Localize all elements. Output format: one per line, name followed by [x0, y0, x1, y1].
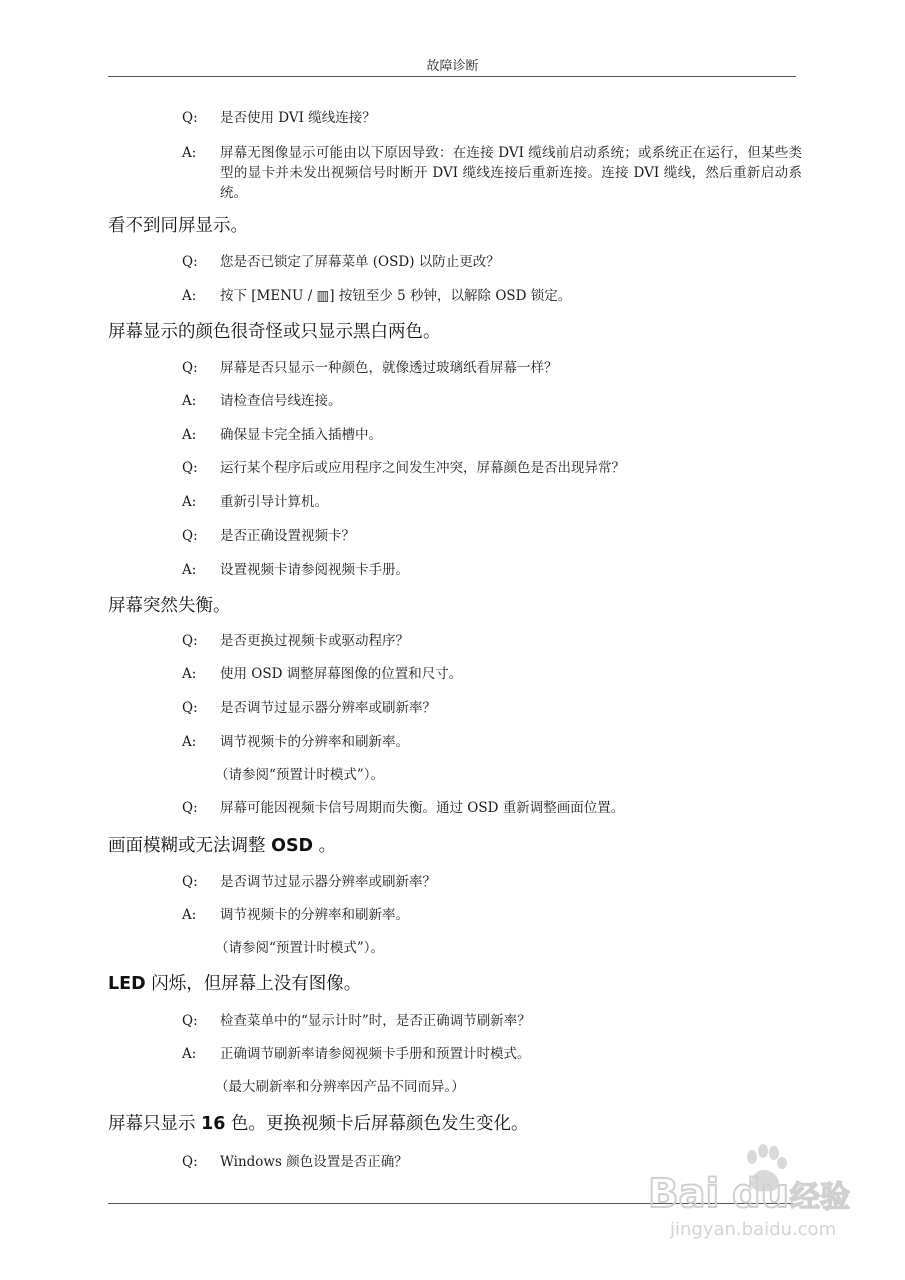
answer-text: 设置视频卡请参阅视频卡手册。 — [220, 562, 409, 578]
answer-text: 重新引导计算机。 — [220, 494, 328, 510]
answer-row — [182, 492, 328, 512]
section-heading — [108, 1112, 528, 1136]
a-label: A: — [182, 1046, 197, 1062]
question-text: 是否调节过显示器分辨率或刷新率？ — [220, 874, 436, 890]
a-label: A: — [182, 288, 197, 304]
a-label: A: — [182, 734, 197, 750]
question-row — [182, 798, 624, 818]
question-row — [182, 1152, 408, 1172]
note-text: （请参阅“预置计时模式”）。 — [215, 767, 385, 783]
note-text: （请参阅“预置计时模式”）。 — [215, 940, 385, 956]
answer-row — [182, 664, 462, 684]
a-label: A: — [182, 494, 197, 510]
answer-text: 确保显卡完全插入插槽中。 — [220, 427, 382, 443]
question-text: 是否更换过视频卡或驱动程序？ — [220, 633, 409, 649]
svg-text:Bai: Bai — [648, 1171, 720, 1217]
answer-text: 调节视频卡的分辨率和刷新率。 — [220, 907, 409, 923]
q-label: Q: — [182, 800, 198, 816]
a-label: A: — [182, 666, 197, 682]
question-text: 屏幕可能因视频卡信号周期而失衡。通过 OSD 重新调整画面位置。 — [220, 800, 625, 816]
answer-row — [182, 905, 409, 925]
section-heading: 看不到同屏显示。 — [108, 216, 248, 236]
a-label: A: — [182, 562, 197, 578]
heading-text: 闪烁，但屏幕上没有图像。 — [145, 974, 362, 994]
question-row — [182, 458, 625, 478]
section-heading — [108, 972, 361, 996]
heading-bold-text: 16 — [201, 1114, 226, 1134]
question-row — [182, 1011, 531, 1031]
a-label: A: — [182, 427, 197, 443]
heading-text: 画面模糊或无法调整 — [108, 836, 272, 856]
q-label: Q: — [182, 460, 198, 476]
question-text: 运行某个程序后或应用程序之间发生冲突，屏幕颜色是否出现异常？ — [220, 460, 625, 476]
a-label: A: — [182, 907, 197, 923]
question-row — [182, 526, 355, 546]
answer-row — [182, 1044, 531, 1064]
section-heading: 屏幕突然失衡。 — [108, 596, 231, 616]
a-label: A: — [182, 393, 197, 409]
heading-bold-text: OSD — [271, 836, 314, 856]
svg-text:du: du — [732, 1171, 790, 1217]
answer-row — [182, 391, 342, 411]
question-text: Windows 颜色设置是否正确？ — [220, 1154, 408, 1170]
note-text: （最大刷新率和分辨率因产品不同而异。） — [215, 1079, 465, 1095]
section-heading: 屏幕显示的颜色很奇怪或只显示黑白两色。 — [108, 322, 441, 342]
answer-text: 按下 [MENU / ▥] 按钮至少 5 秒钟，以解除 OSD 锁定。 — [220, 288, 572, 304]
q-label: Q: — [182, 1154, 198, 1170]
answer-text: 使用 OSD 调整屏幕图像的位置和尺寸。 — [220, 666, 463, 682]
question-row — [182, 872, 436, 892]
question-text: 屏幕是否只显示一种颜色，就像透过玻璃纸看屏幕一样？ — [220, 360, 558, 376]
q-label: Q: — [182, 874, 198, 890]
page-header-title: 故障诊断 — [426, 59, 479, 74]
heading-text: 色。更换视频卡后屏幕颜色发生变化。 — [225, 1114, 529, 1134]
answer-paragraph — [182, 143, 802, 203]
answer-text: 调节视频卡的分辨率和刷新率。 — [220, 734, 409, 750]
answer-row — [182, 560, 409, 580]
q-label: Q: — [182, 633, 198, 649]
svg-text:jingyan.baidu.com: jingyan.baidu.com — [670, 1219, 837, 1240]
section-heading — [108, 834, 336, 858]
svg-text:经验: 经验 — [790, 1180, 850, 1215]
answer-row — [182, 286, 571, 306]
heading-text: 屏幕只显示 — [108, 1114, 202, 1134]
question-text: 是否正确设置视频卡？ — [220, 528, 355, 544]
answer-row — [182, 425, 382, 445]
heading-text: 。 — [313, 836, 337, 856]
header-rule — [108, 76, 796, 77]
baidu-watermark-logo — [640, 1135, 860, 1245]
q-label: Q: — [182, 700, 198, 716]
answer-text: 屏幕无图像显示可能由以下原因导致：在连接 DVI 缆线前启动系统；或系统正在运行，但某些类型的显卡并未发出视频信号时断开 DVI 缆线连接后重新连接。连接 DVI 缆线，然后重新启动系统。 — [220, 145, 802, 201]
answer-row — [182, 732, 409, 752]
question-text: 您是否已锁定了屏幕菜单 (OSD) 以防止更改？ — [220, 254, 500, 270]
question-text: 检查菜单中的“显示计时”时，是否正确调节刷新率？ — [220, 1013, 531, 1029]
a-label: A: — [182, 145, 197, 161]
q-label: Q: — [182, 1013, 198, 1029]
question-row — [182, 252, 500, 272]
q-label: Q: — [182, 528, 198, 544]
question-row — [182, 108, 376, 128]
question-row — [182, 358, 558, 378]
question-row — [182, 698, 436, 718]
heading-bold-text: LED — [108, 974, 146, 994]
answer-text: 请检查信号线连接。 — [220, 393, 342, 409]
q-label: Q: — [182, 110, 198, 126]
q-label: Q: — [182, 254, 198, 270]
q-label: Q: — [182, 360, 198, 376]
question-row — [182, 631, 409, 651]
answer-text: 正确调节刷新率请参阅视频卡手册和预置计时模式。 — [220, 1046, 531, 1062]
question-text: 是否调节过显示器分辨率或刷新率？ — [220, 700, 436, 716]
question-text: 是否使用 DVI 缆线连接？ — [220, 110, 376, 126]
